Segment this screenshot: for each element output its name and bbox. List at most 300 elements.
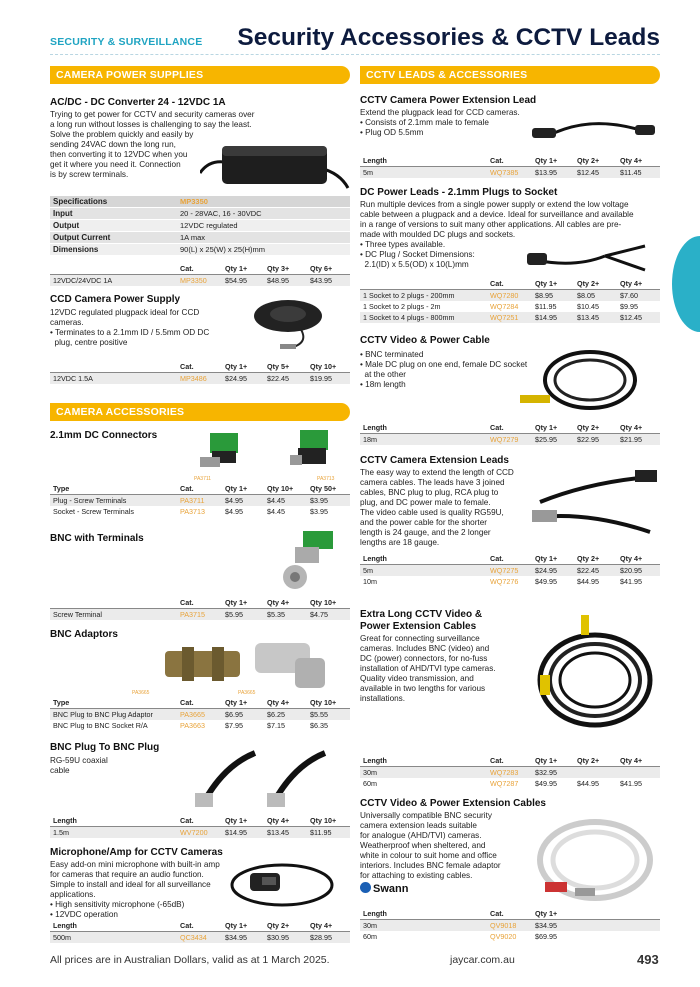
spec-label: Output [53,221,80,230]
column-header: Type [53,484,70,493]
column-header: Qty 4+ [620,423,643,432]
table-cell: $6.35 [310,721,328,730]
vpc-title: CCTV Video & Power Cable [360,335,490,346]
text-line: cables, BNC plug to plug, RCA plug to [360,488,499,497]
table-cell: 500m [53,933,71,942]
table-cell: 10m [363,577,377,586]
cat-number: WQ7283 [490,768,519,777]
table-cell: 1.5m [53,828,69,837]
table-cell: $21.95 [620,435,642,444]
table-cell: $14.95 [225,828,247,837]
spec-row [50,208,350,220]
section-category: SECURITY & SURVEILLANCE [50,36,203,48]
dc21-img-label-2: PA3713 [317,476,335,482]
dcl-title: DC Power Leads - 2.1mm Plugs to Socket [360,187,558,198]
table-row [50,609,350,620]
table-row [50,495,350,506]
vpe-title: CCTV Video & Power Extension Cables [360,798,546,809]
cat-number: QC3434 [180,933,207,942]
table-header [360,908,660,919]
text-line: Easy add-on mini microphone with built-in amp [50,860,220,869]
column-header: Qty 6+ [310,264,333,273]
table-row [360,920,660,931]
table-row [50,275,350,286]
column-header: Cat. [180,362,194,371]
ccd-description [50,308,250,348]
table-cell: $48.95 [267,276,289,285]
column-header: Qty 4+ [620,279,643,288]
bullet-line: • Three types available. [360,240,446,249]
column-header: Qty 1+ [225,362,248,371]
dcl-price-table [360,278,660,326]
mic-title: Microphone/Amp for CCTV Cameras [50,847,223,858]
cat-number: QV9018 [490,921,517,930]
table-cell: $22.45 [267,374,289,383]
table-cell: $3.95 [310,507,328,516]
text-line: then converting it to 12VDC when you [50,150,188,159]
text-line: made with moulded DC plugs and sockets. [360,230,516,239]
plugpack-image [250,298,345,358]
cat-number: WQ7279 [490,435,519,444]
column-header: Qty 4+ [267,816,290,825]
page-title: Security Accessories & CCTV Leads [237,24,660,51]
column-header: Qty 1+ [225,264,248,273]
text-line: cable between a plugpack and a device. Ideal for surveillance and available [360,210,634,219]
website-link[interactable]: jaycar.com.au [450,954,515,966]
table-cell: $49.95 [535,779,557,788]
column-header: Cat. [490,156,504,165]
text-line: length is 24 gauge, and the 2 longer [360,528,491,537]
bullet-line: at the other [360,370,406,379]
text-line: cameras. Includes BNC (video) and [360,644,490,653]
text-line: get it where you need it. Connection [50,160,181,169]
table-row [360,290,660,301]
price-note: All prices are in Australian Dollars, valid as at 1 March 2025. [50,954,330,966]
bullet-line: • High sensitivity microphone (-65dB) [50,900,185,909]
cat-number: MP3350 [180,276,207,285]
bullet-line: • 18m length [360,380,406,389]
band-camera-power: CAMERA POWER SUPPLIES [50,66,350,84]
bullet-line: • DC Plug / Socket Dimensions: [360,250,475,259]
text-line: Universally compatible BNC security [360,811,492,820]
bullet-line: • BNC terminated [360,350,424,359]
table-cell: 5m [363,168,373,177]
column-header: Qty 4+ [620,756,643,765]
dc21-title: 2.1mm DC Connectors [50,430,158,441]
table-cell: $4.95 [225,496,243,505]
table-cell: 12VDC 1.5A [53,374,93,383]
bnc-terminal-image [265,525,350,595]
text-line: RG-59U coaxial [50,756,108,765]
cat-number: WQ7287 [490,779,519,788]
table-row [360,167,660,178]
cel-price-table [360,553,660,589]
table-cell: $4.95 [225,507,243,516]
elv-price-table [360,755,660,791]
table-row [50,506,350,517]
table-cell: $34.95 [535,921,557,930]
bnca-price-table [50,697,350,733]
text-line: 2.1(ID) x 5.5(OD) x 10(L)mm [360,260,469,269]
spec-row [50,220,350,232]
column-header: Cat. [180,598,194,607]
table-row [50,720,350,731]
table-cell: $43.95 [310,276,332,285]
table-cell: $4.45 [267,496,285,505]
band-camera-accessories: CAMERA ACCESSORIES [50,403,350,421]
column-header: Length [53,921,77,930]
spec-label: Output Current [53,233,111,242]
table-cell: 5m [363,566,373,575]
table-row [50,709,350,720]
table-cell: $25.95 [535,435,557,444]
table-cell: $7.60 [620,291,638,300]
text-line: DC (power) connectors, for no-fuss [360,654,488,663]
cat-number: PA3665 [180,710,206,719]
text-line: for cameras that require an audio function. [50,870,204,879]
table-cell: $6.95 [225,710,243,719]
band-cctv-leads: CCTV LEADS & ACCESSORIES [360,66,660,84]
spec-row [50,244,350,256]
text-line: lengths are 18 gauge. [360,538,440,547]
text-line: Simple to install and ideal for all surveillance [50,880,211,889]
table-cell: 18m [363,435,377,444]
table-cell: $5.95 [225,610,243,619]
text-line: cameras. [50,318,84,327]
table-cell: $8.05 [577,291,595,300]
table-cell: $3.95 [310,496,328,505]
table-cell: $30.95 [267,933,289,942]
table-cell: $24.95 [225,374,247,383]
bullet-line: plug, centre positive [50,338,128,347]
table-row [50,373,350,384]
text-line: applications. [50,890,96,899]
column-header: Qty 10+ [310,598,337,607]
bnca-img-label-1: PA3665 [132,690,150,696]
table-cell: $13.45 [577,313,599,322]
text-line: and the power cable for the shorter [360,518,487,527]
column-header: Qty 4+ [267,598,290,607]
table-cell: $4.45 [267,507,285,516]
table-cell: $32.95 [535,768,557,777]
table-row [360,778,660,789]
text-line: Great for connecting surveillance [360,634,480,643]
text-line: is by screw terminals. [50,170,129,179]
extension-leads-image [530,462,660,547]
bullet-line: • Terminates to a 2.1mm ID / 5.5mm OD DC [50,328,210,337]
text-line: Extend the plugpack lead for CCD cameras. [360,108,520,117]
acdc-price-table [50,263,350,289]
table-row [360,576,660,587]
text-line: cable [50,766,70,775]
column-header: Qty 1+ [535,909,558,918]
table-header [50,483,350,494]
spec-value: 12VDC regulated [180,221,238,230]
column-header: Qty 1+ [535,156,558,165]
cat-number: WQ7385 [490,168,519,177]
cat-number: WQ7280 [490,291,519,300]
dc21-img-label-1: PA3711 [194,476,212,482]
column-header: Qty 1+ [225,598,248,607]
table-header [360,155,660,166]
table-cell: 1 Socket to 4 plugs - 800mm [363,313,455,322]
table-cell: $7.95 [225,721,243,730]
table-cell: $24.95 [535,566,557,575]
text-line: in a range of versions to suit many other applications. All cables are pre- [360,220,622,229]
table-cell: $8.95 [535,291,553,300]
text-line: The video cable used is quality RG59U, [360,508,504,517]
ext-title: CCTV Camera Power Extension Lead [360,95,537,106]
bncp-title: BNC Plug To BNC Plug [50,742,160,753]
text-line: 12VDC regulated plugpack ideal for CCD [50,308,200,317]
table-cell: 30m [363,921,377,930]
table-cell: $12.45 [577,168,599,177]
table-row [360,312,660,323]
table-cell: $7.15 [267,721,285,730]
column-header: Qty 2+ [577,756,600,765]
cat-number: WQ7284 [490,302,519,311]
acdc-title: AC/DC - DC Converter 24 - 12VDC 1A [50,97,226,108]
column-header: Qty 10+ [310,362,337,371]
text-line: sending 24VAC down the long run, [50,140,176,149]
table-cell: $11.95 [310,828,332,837]
column-header: Qty 1+ [225,921,248,930]
table-cell: 1 Socket to 2 plugs - 2m [363,302,441,311]
bullet-line: • Plug OD 5.5mm [360,128,424,137]
table-cell: $11.95 [535,302,557,311]
text-line: installations. [360,694,406,703]
column-header: Qty 10+ [310,816,337,825]
table-cell: 1 Socket to 2 plugs - 200mm [363,291,455,300]
bnc-adaptors-image [160,633,350,693]
table-cell: $10.45 [577,302,599,311]
table-cell: $41.95 [620,577,642,586]
table-cell: $41.95 [620,779,642,788]
extra-long-cable-image [525,605,660,745]
column-header: Qty 5+ [267,362,290,371]
column-header: Cat. [180,484,194,493]
mic-description [50,860,250,920]
ext-price-table [360,155,660,181]
bncp-price-table [50,815,350,841]
vpe-price-table [360,908,660,944]
spec-value: 20 - 28VAC, 16 - 30VDC [180,209,262,218]
table-cell: Socket - Screw Terminals [53,507,134,516]
header-divider [50,54,660,55]
column-header: Type [53,698,70,707]
spec-row [50,232,350,244]
table-cell: $22.45 [577,566,599,575]
column-header: Qty 1+ [535,756,558,765]
column-header: Length [363,423,387,432]
column-header: Qty 4+ [620,554,643,563]
bnc-cable-image [185,745,350,810]
column-header: Qty 1+ [225,816,248,825]
swann-logo: Swann [360,882,408,895]
bullet-line: • Male DC plug on one end, female DC socket [360,360,528,369]
table-header [360,278,660,289]
column-header: Qty 2+ [577,554,600,563]
cat-number: QV9020 [490,932,517,941]
column-header: Length [363,554,387,563]
column-header: Length [363,756,387,765]
cat-number: WV7200 [180,828,208,837]
column-header: Qty 4+ [267,698,290,707]
table-header [50,597,350,608]
cel-title: CCTV Camera Extension Leads [360,455,509,466]
dc21-price-table [50,483,350,519]
table-cell: $20.95 [620,566,642,575]
column-header: Qty 1+ [535,279,558,288]
column-header: Cat. [180,816,194,825]
text-line: Solve the problem quickly and easily by [50,130,194,139]
text-line: white in colour to suit home and office [360,851,497,860]
text-line: Extra Long CCTV Video & [360,609,483,620]
text-line: Trying to get power for CCTV and security cameras over [50,110,255,119]
text-line: for attaching to existing cables. [360,871,473,880]
table-cell: Plug - Screw Terminals [53,496,127,505]
table-cell: $54.95 [225,276,247,285]
bnca-title: BNC Adaptors [50,629,118,640]
bullet-line: • Consists of 2.1mm male to female [360,118,489,127]
column-header: Cat. [490,279,504,288]
table-cell: $12.45 [620,313,642,322]
table-cell: $14.95 [535,313,557,322]
table-row [50,932,350,943]
spec-header-label: Specifications [53,197,108,206]
cat-number: MP3486 [180,374,207,383]
table-header [50,920,350,931]
column-header: Length [53,816,77,825]
table-cell: $13.95 [535,168,557,177]
column-header: Length [363,156,387,165]
table-row [360,565,660,576]
text-line: Weatherproof when sheltered, and [360,841,486,850]
table-cell: $5.55 [310,710,328,719]
dc-leads-image [525,238,660,283]
column-header: Qty 2+ [577,279,600,288]
acdc-spec-table [50,196,350,258]
table-cell: BNC Plug to BNC Socket R/A [53,721,148,730]
ccd-title: CCD Camera Power Supply [50,294,181,305]
column-header: Qty 2+ [577,423,600,432]
column-header: Cat. [180,698,194,707]
table-row [360,301,660,312]
cel-description [360,468,535,548]
table-row [50,827,350,838]
table-cell: $44.95 [577,577,599,586]
text-line: available in two lengths for various [360,684,486,693]
column-header: Qty 2+ [577,156,600,165]
table-cell: BNC Plug to BNC Plug Adaptor [53,710,153,719]
cat-number: PA3711 [180,496,205,505]
table-cell: $13.45 [267,828,289,837]
bncp-description [50,756,150,776]
table-cell: $19.95 [310,374,332,383]
converter-image [200,128,350,198]
table-cell: $49.95 [535,577,557,586]
table-cell: 60m [363,932,377,941]
text-line: Quality video transmission, and [360,674,474,683]
bnca-img-label-2: PA3665 [238,690,256,696]
cat-number: PA3663 [180,721,206,730]
column-header: Cat. [490,756,504,765]
column-header: Qty 1+ [225,484,248,493]
column-header: Qty 1+ [535,423,558,432]
mic-price-table [50,920,350,946]
cat-number: WQ7276 [490,577,519,586]
page-edge-tab [672,236,700,332]
table-header [360,422,660,433]
spec-header-cat: MP3350 [180,197,208,206]
cat-number: PA3715 [180,610,206,619]
text-line: a long run without losses is challenging to say the least. [50,120,252,129]
text-line: installation of AHD/TVI type cameras. [360,664,496,673]
column-header: Qty 1+ [535,554,558,563]
table-cell: $34.95 [225,933,247,942]
column-header: Qty 4+ [310,921,333,930]
page-number: 493 [637,952,659,967]
column-header: Cat. [490,554,504,563]
table-row [360,767,660,778]
spec-value: 1A max [180,233,206,242]
text-line: camera extension leads suitable [360,821,477,830]
text-line: for analogue (AHD/TVI) cameras. [360,831,482,840]
vpc-price-table [360,422,660,448]
spec-label: Input [53,209,73,218]
ccd-price-table [50,361,350,387]
bnct-price-table [50,597,350,623]
table-header [50,815,350,826]
white-cable-image [525,810,660,905]
cat-number: WQ7251 [490,313,519,322]
text-line: The easy way to extend the length of CCD [360,468,514,477]
column-header: Cat. [180,921,194,930]
cat-number: PA3713 [180,507,206,516]
table-header [50,361,350,372]
table-header [50,697,350,708]
table-cell: $28.95 [310,933,332,942]
table-cell: $69.95 [535,932,557,941]
table-cell: $4.75 [310,610,328,619]
column-header: Length [363,909,387,918]
column-header: Qty 10+ [267,484,294,493]
bullet-line: • 12VDC operation [50,910,118,919]
table-cell: $11.45 [620,168,642,177]
text-line: camera cables. The leads have 3 joined [360,478,505,487]
table-row [360,434,660,445]
column-header: Qty 10+ [310,698,337,707]
column-header: Qty 1+ [225,698,248,707]
table-row [360,931,660,942]
spec-value: 90(L) x 25(W) x 25(H)mm [180,245,266,254]
cat-number: WQ7275 [490,566,519,575]
text-line: interiors. Includes BNC female adaptor [360,861,501,870]
table-cell: Screw Terminal [53,610,102,619]
table-cell: $44.95 [577,779,599,788]
spec-label: Dimensions [53,245,99,254]
bnct-title: BNC with Terminals [50,533,144,544]
column-header: Qty 2+ [267,921,290,930]
table-cell: 12VDC/24VDC 1A [53,276,113,285]
elv-description [360,634,525,704]
text-line: plug, and DC power male to female. [360,498,491,507]
elv-title [360,609,482,633]
table-header [360,553,660,564]
text-line: Run multiple devices from a single power supply or extend the low voltage [360,200,629,209]
text-line: Power Extension Cables [360,621,477,632]
video-power-cable-image [500,340,660,420]
